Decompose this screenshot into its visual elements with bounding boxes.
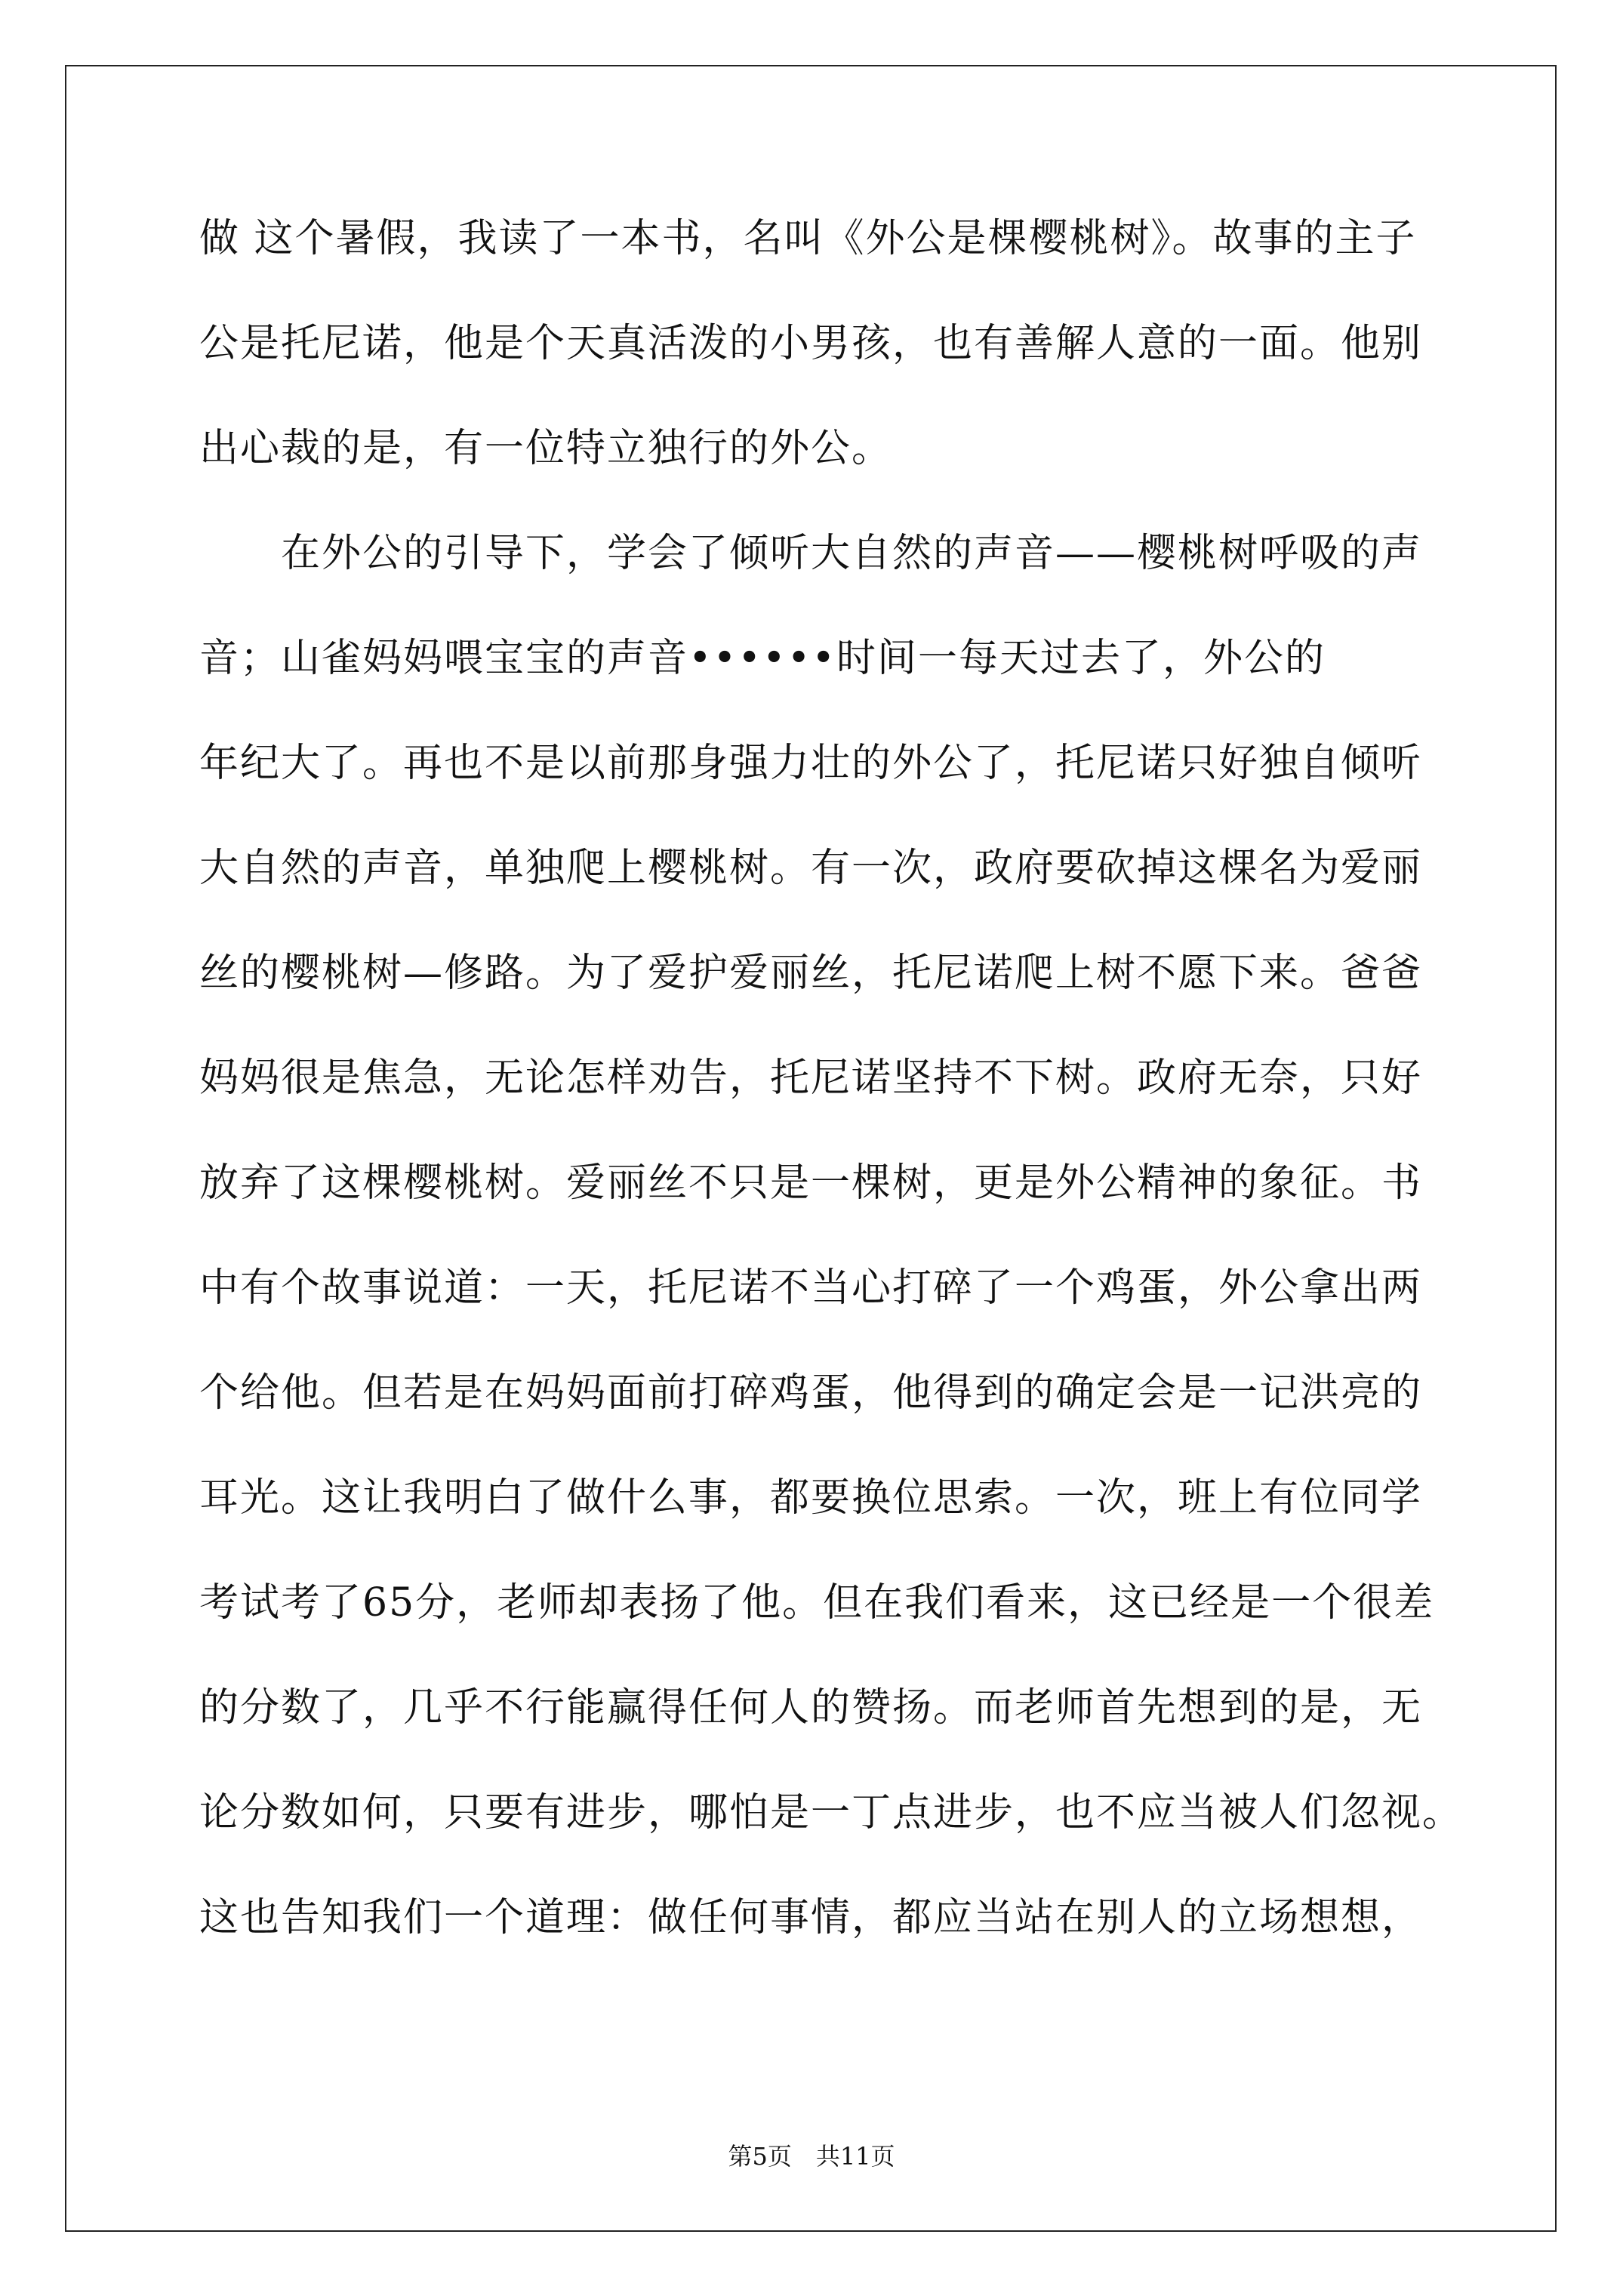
- text-line: 在外公的引导下，学会了倾听大自然的声音——樱桃树呼吸的声: [199, 531, 1423, 576]
- text-line: 出心裁的是，有一位特立独行的外公。: [199, 426, 893, 471]
- text-line: 这也告知我们一个道理：做任何事情，都应当站在别人的立场想想，: [199, 1895, 1423, 1940]
- text-line: 耳光。这让我明白了做什么事，都要换位思索。一次，班上有位同学: [199, 1475, 1423, 1521]
- text-line: 的分数了，几乎不行能赢得任何人的赞扬。而老师首先想到的是，无: [199, 1685, 1423, 1730]
- text-line: 年纪大了。再也不是以前那身强力壮的外公了，托尼诺只好独自倾听: [199, 741, 1423, 786]
- document-body: [199, 216, 1464, 2003]
- text-line: 公是托尼诺，他是个天真活泼的小男孩，也有善解人意的一面。他别: [199, 321, 1423, 366]
- text-line: 做 这个暑假，我读了一本书，名叫《外公是棵樱桃树》。故事的主子: [199, 216, 1417, 261]
- text-line: 放弃了这棵樱桃树。爱丽丝不只是一棵树，更是外公精神的象征。书: [199, 1160, 1423, 1206]
- text-line: 大自然的声音，单独爬上樱桃树。有一次，政府要砍掉这棵名为爱丽: [199, 846, 1423, 891]
- text-line: 个给他。但若是在妈妈面前打碎鸡蛋，他得到的确定会是一记洪亮的: [199, 1370, 1423, 1416]
- text-line: 考试考了65分，老师却表扬了他。但在我们看来，这已经是一个很差: [199, 1580, 1435, 1626]
- text-line: 中有个故事说道：一天，托尼诺不当心打碎了一个鸡蛋，外公拿出两: [199, 1265, 1423, 1311]
- text-line: 音；山雀妈妈喂宝宝的声音••••••时间一每天过去了，外公的: [199, 636, 1326, 681]
- page-number-footer: 第5页 共11页: [728, 2142, 895, 2171]
- text-line: 妈妈很是焦急，无论怎样劝告，托尼诺坚持不下树。政府无奈，只好: [199, 1056, 1423, 1101]
- text-line: 丝的樱桃树—修路。为了爱护爱丽丝，托尼诺爬上树不愿下来。爸爸: [199, 951, 1423, 996]
- text-line: 论分数如何，只要有进步，哪怕是一丁点进步，也不应当被人们忽视。: [199, 1790, 1464, 1835]
